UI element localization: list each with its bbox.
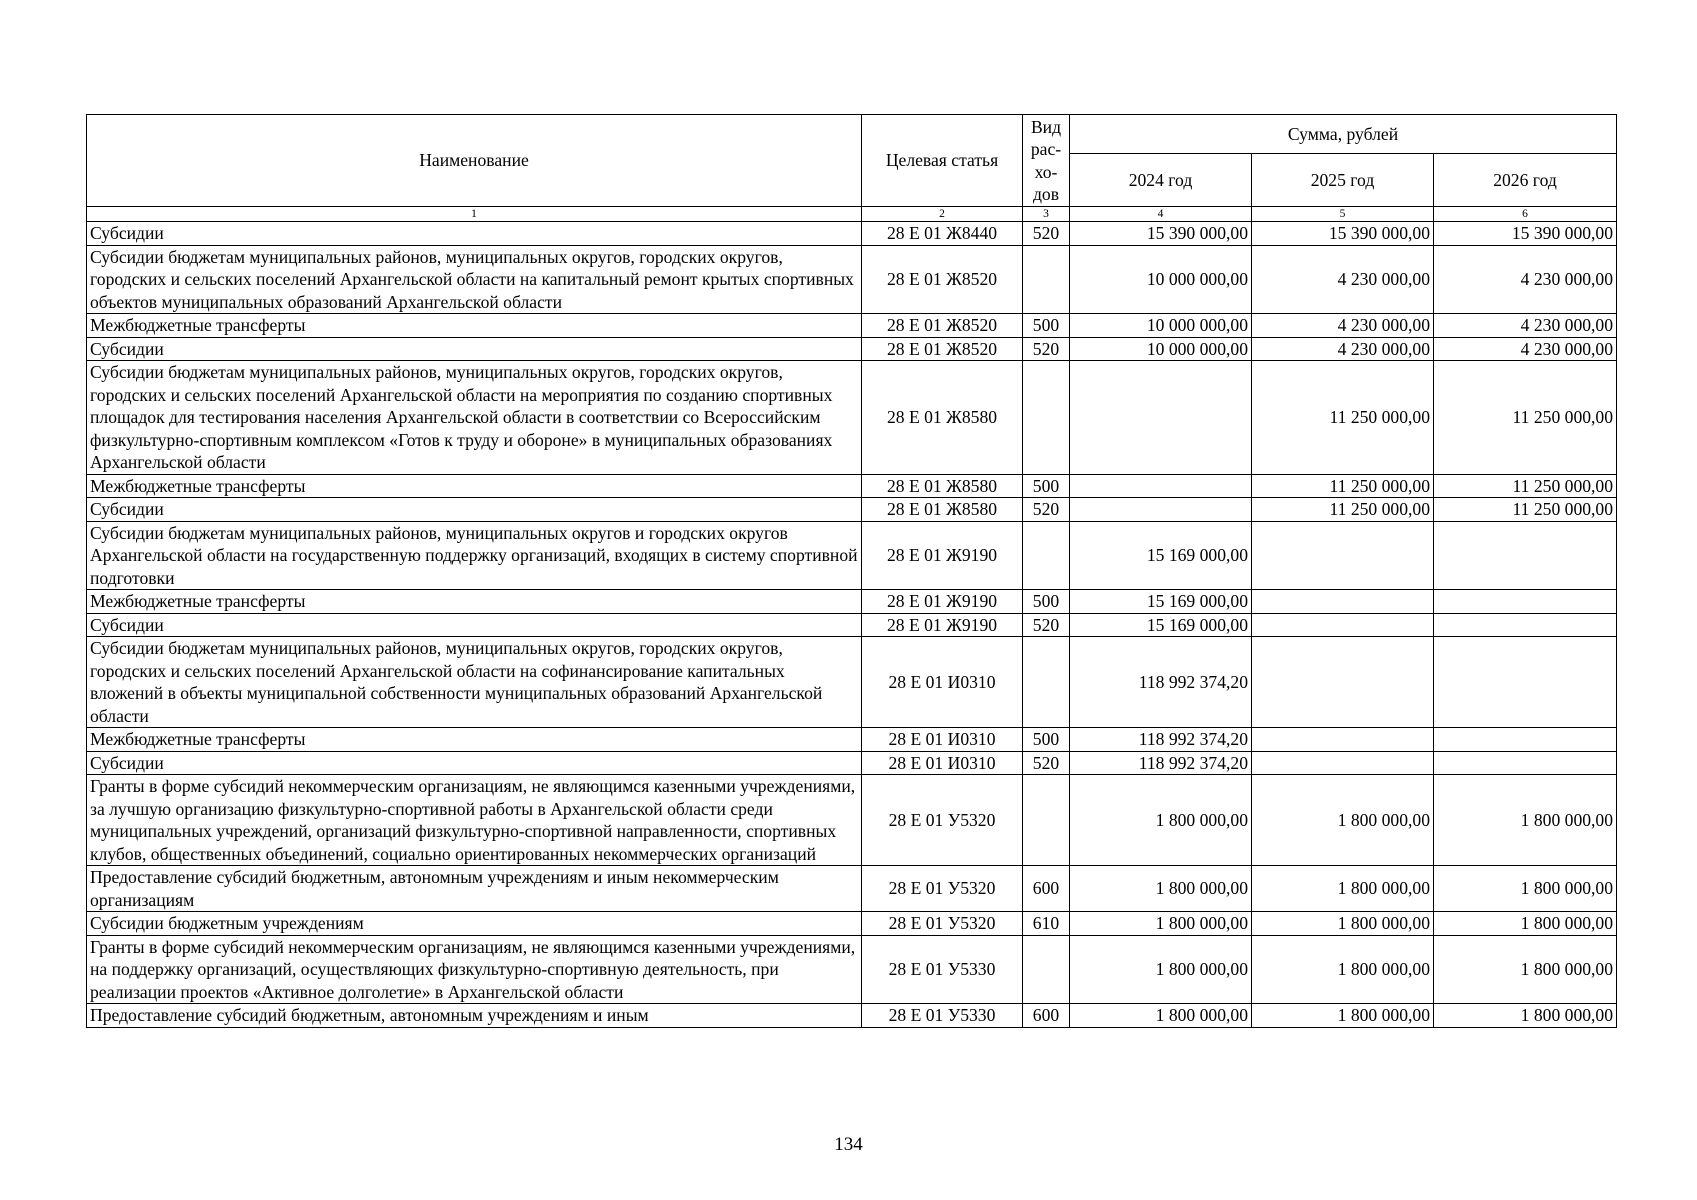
header-year-2024: 2024 год [1070,154,1252,207]
row-sum-2026 [1434,728,1617,752]
row-sum-2026: 1 800 000,00 [1434,775,1617,866]
column-number: 5 [1252,207,1434,222]
row-sum-2024: 1 800 000,00 [1070,866,1252,912]
row-expense-type [1023,775,1070,866]
table-row [87,866,1617,912]
table-row [87,613,1617,637]
row-sum-2025: 4 230 000,00 [1252,245,1434,314]
header-name: Наименование [87,115,862,207]
row-sum-2024: 15 390 000,00 [1070,222,1252,246]
row-sum-2025 [1252,521,1434,590]
row-target-article: 28 Е 01 Ж9190 [862,521,1023,590]
row-name: Гранты в форме субсидий некоммерческим организациям, не являющимся казенными учреждениями, за лучшую организацию физкультурно-спортивной работы в Архангельской области среди муниципальных учреждений, организаций физкультурно-спортивной направленности, спортивных клубов, общественных объединений, социально ориентированных некоммерческих организаций [87,775,862,866]
row-sum-2026: 1 800 000,00 [1434,912,1617,936]
row-expense-type [1023,637,1070,728]
row-target-article: 28 Е 01 Ж9190 [862,590,1023,614]
table-row [87,361,1617,475]
row-sum-2025: 11 250 000,00 [1252,361,1434,475]
row-expense-type: 500 [1023,728,1070,752]
header-sum: Сумма, рублей [1070,115,1617,154]
row-sum-2024: 118 992 374,20 [1070,751,1252,775]
row-target-article: 28 Е 01 Ж8580 [862,361,1023,475]
row-sum-2024: 10 000 000,00 [1070,314,1252,338]
row-name: Субсидии [87,337,862,361]
row-sum-2025: 11 250 000,00 [1252,498,1434,522]
row-sum-2024: 1 800 000,00 [1070,775,1252,866]
row-target-article: 28 Е 01 Ж8520 [862,337,1023,361]
row-sum-2025: 1 800 000,00 [1252,775,1434,866]
row-sum-2025: 1 800 000,00 [1252,935,1434,1004]
row-sum-2026: 4 230 000,00 [1434,314,1617,338]
row-sum-2024: 1 800 000,00 [1070,935,1252,1004]
table-row [87,728,1617,752]
row-expense-type: 520 [1023,613,1070,637]
row-expense-type: 500 [1023,590,1070,614]
column-number: 1 [87,207,862,222]
table-header [87,115,1617,222]
row-target-article: 28 Е 01 Ж9190 [862,613,1023,637]
row-name: Субсидии бюджетам муниципальных районов, муниципальных округов, городских округов, городских и сельских поселений Архангельской области на капитальный ремонт крытых спортивных объектов муниципальных образований Архангельской области [87,245,862,314]
row-sum-2025 [1252,590,1434,614]
table-row [87,474,1617,498]
row-name: Межбюджетные трансферты [87,314,862,338]
row-sum-2026: 4 230 000,00 [1434,337,1617,361]
table-row [87,775,1617,866]
table-row [87,912,1617,936]
row-target-article: 28 Е 01 Ж8440 [862,222,1023,246]
row-target-article: 28 Е 01 Ж8520 [862,245,1023,314]
row-sum-2024: 15 169 000,00 [1070,521,1252,590]
row-target-article: 28 Е 01 У5320 [862,912,1023,936]
row-expense-type: 500 [1023,314,1070,338]
header-expense-type: Вид рас-хо-дов [1023,115,1070,207]
row-target-article: 28 Е 01 У5330 [862,1004,1023,1028]
row-target-article: 28 Е 01 У5330 [862,935,1023,1004]
row-name: Субсидии [87,222,862,246]
column-number: 6 [1434,207,1617,222]
row-sum-2024: 118 992 374,20 [1070,637,1252,728]
budget-table [86,114,1617,1028]
row-sum-2026: 4 230 000,00 [1434,245,1617,314]
row-target-article: 28 Е 01 И0310 [862,728,1023,752]
row-expense-type: 520 [1023,751,1070,775]
row-name: Межбюджетные трансферты [87,474,862,498]
row-sum-2024 [1070,498,1252,522]
table-body [87,222,1617,1028]
row-target-article: 28 Е 01 И0310 [862,751,1023,775]
row-expense-type: 600 [1023,866,1070,912]
row-expense-type: 610 [1023,912,1070,936]
row-expense-type: 500 [1023,474,1070,498]
column-number-row [87,207,1617,222]
row-sum-2026 [1434,613,1617,637]
table-row [87,521,1617,590]
row-name: Субсидии [87,613,862,637]
row-expense-type [1023,935,1070,1004]
row-sum-2024 [1070,361,1252,475]
row-sum-2025 [1252,728,1434,752]
row-sum-2024: 1 800 000,00 [1070,912,1252,936]
row-sum-2024: 10 000 000,00 [1070,245,1252,314]
table-row [87,337,1617,361]
row-expense-type: 520 [1023,498,1070,522]
row-sum-2026 [1434,521,1617,590]
row-target-article: 28 Е 01 Ж8580 [862,498,1023,522]
row-target-article: 28 Е 01 Ж8580 [862,474,1023,498]
row-sum-2026: 1 800 000,00 [1434,935,1617,1004]
row-expense-type [1023,245,1070,314]
header-year-2026: 2026 год [1434,154,1617,207]
row-sum-2025: 4 230 000,00 [1252,337,1434,361]
row-target-article: 28 Е 01 У5320 [862,775,1023,866]
row-expense-type [1023,361,1070,475]
row-sum-2025: 15 390 000,00 [1252,222,1434,246]
row-sum-2025 [1252,613,1434,637]
row-target-article: 28 Е 01 И0310 [862,637,1023,728]
row-sum-2026: 15 390 000,00 [1434,222,1617,246]
row-sum-2026: 1 800 000,00 [1434,1004,1617,1028]
row-target-article: 28 Е 01 У5320 [862,866,1023,912]
row-sum-2026 [1434,637,1617,728]
row-sum-2025: 1 800 000,00 [1252,1004,1434,1028]
row-sum-2026 [1434,751,1617,775]
row-name: Субсидии бюджетам муниципальных районов, муниципальных округов и городских округов Архангельской области на государственную поддержку организаций, входящих в систему спортивной подготовки [87,521,862,590]
row-name: Субсидии бюджетам муниципальных районов, муниципальных округов, городских округов, городских и сельских поселений Архангельской области на софинансирование капитальных вложений в объекты муниципальной собственности муниципальных образований Архангельской области [87,637,862,728]
row-sum-2025: 1 800 000,00 [1252,912,1434,936]
row-name: Предоставление субсидий бюджетным, автономным учреждениям и иным некоммерческим организациям [87,866,862,912]
row-sum-2025: 11 250 000,00 [1252,474,1434,498]
row-sum-2026: 11 250 000,00 [1434,498,1617,522]
row-sum-2024 [1070,474,1252,498]
row-sum-2025: 4 230 000,00 [1252,314,1434,338]
table-row [87,222,1617,246]
row-sum-2024: 15 169 000,00 [1070,590,1252,614]
table-row [87,637,1617,728]
row-sum-2026: 11 250 000,00 [1434,361,1617,475]
row-name: Межбюджетные трансферты [87,728,862,752]
row-name: Межбюджетные трансферты [87,590,862,614]
row-name: Субсидии [87,751,862,775]
table-row [87,751,1617,775]
row-sum-2025: 1 800 000,00 [1252,866,1434,912]
row-expense-type: 520 [1023,222,1070,246]
header-target-article: Целевая статья [862,115,1023,207]
row-sum-2024: 10 000 000,00 [1070,337,1252,361]
table-row [87,590,1617,614]
row-sum-2026 [1434,590,1617,614]
table-row [87,1004,1617,1028]
row-sum-2026: 11 250 000,00 [1434,474,1617,498]
row-sum-2024: 15 169 000,00 [1070,613,1252,637]
row-name: Гранты в форме субсидий некоммерческим организациям, не являющимся казенными учреждениями, на поддержку организаций, осуществляющих физкультурно-спортивную деятельность, при реализации проектов «Активное долголетие» в Архангельской области [87,935,862,1004]
row-sum-2025 [1252,751,1434,775]
row-expense-type: 520 [1023,337,1070,361]
row-name: Субсидии бюджетам муниципальных районов, муниципальных округов, городских округов, городских и сельских поселений Архангельской области на мероприятия по созданию спортивных площадок для тестирования населения Архангельской области в соответствии со Всероссийским физкультурно-спортивным комплексом «Готов к труду и обороне» в муниципальных образованиях Архангельской области [87,361,862,475]
row-sum-2026: 1 800 000,00 [1434,866,1617,912]
row-expense-type: 600 [1023,1004,1070,1028]
table-row [87,245,1617,314]
row-name: Субсидии [87,498,862,522]
header-year-2025: 2025 год [1252,154,1434,207]
column-number: 3 [1023,207,1070,222]
column-number: 2 [862,207,1023,222]
page-number: 134 [834,1134,863,1155]
row-sum-2025 [1252,637,1434,728]
row-name: Предоставление субсидий бюджетным, автономным учреждениям и иным [87,1004,862,1028]
table-row [87,314,1617,338]
row-sum-2024: 1 800 000,00 [1070,1004,1252,1028]
row-expense-type [1023,521,1070,590]
table-row [87,498,1617,522]
column-number: 4 [1070,207,1252,222]
row-target-article: 28 Е 01 Ж8520 [862,314,1023,338]
row-name: Субсидии бюджетным учреждениям [87,912,862,936]
row-sum-2024: 118 992 374,20 [1070,728,1252,752]
table-row [87,935,1617,1004]
